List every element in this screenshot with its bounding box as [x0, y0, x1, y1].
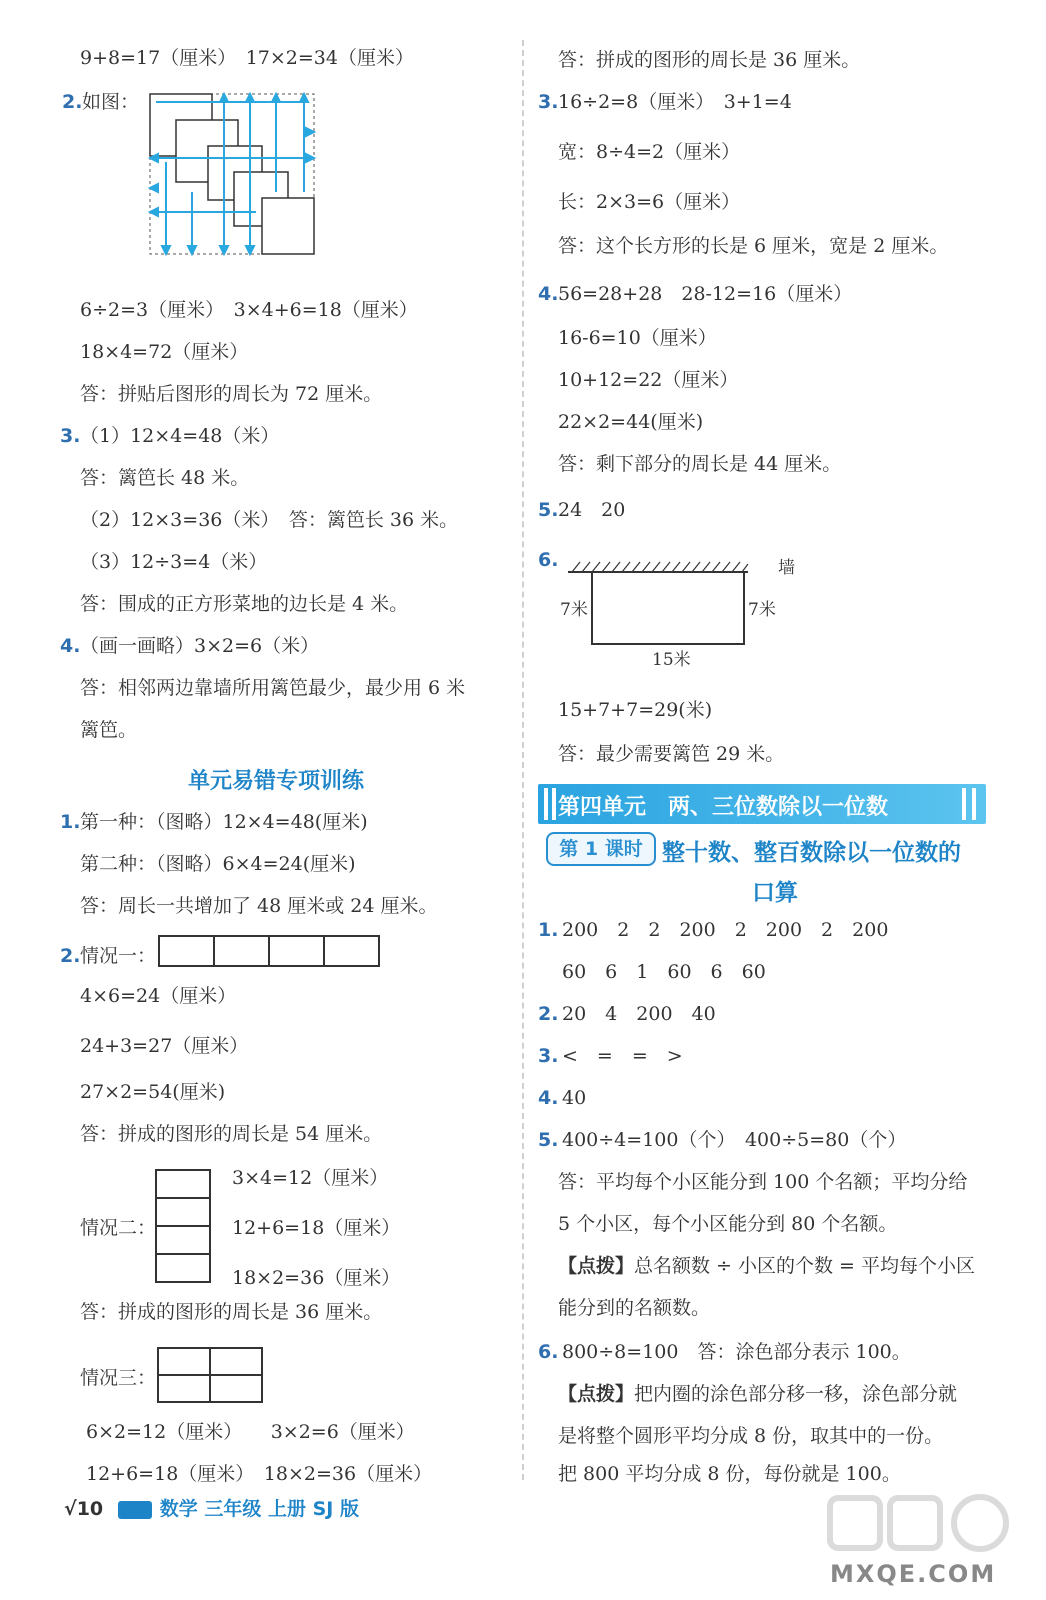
text-line: （1）12×4=48（米）: [80, 425, 280, 447]
text-line: 答：周长一共增加了 48 厘米或 24 厘米。: [80, 895, 438, 917]
question-number: 5.: [538, 1129, 559, 1151]
case-label: 情况二：: [80, 1217, 157, 1239]
question-number: 2.: [62, 91, 83, 113]
question-number: 6.: [538, 1341, 559, 1363]
unit-title: 第四单元 两、三位数除以一位数: [558, 795, 889, 820]
text-line: 22×2=44(厘米): [558, 411, 704, 433]
text-line: 答：剩下部分的周长是 44 厘米。: [558, 453, 842, 475]
text-line: 答：这个长方形的长是 6 厘米，宽是 2 厘米。: [558, 235, 949, 257]
check-icon: √: [64, 1498, 77, 1520]
text-line: 答：平均每个小区能分到 100 个名额；平均分给: [558, 1171, 968, 1193]
text-line: 10+12=22（厘米）: [558, 369, 739, 391]
text-line: 答：拼成的图形的周长是 36 厘米。: [80, 1301, 383, 1323]
watermark-text: MXQE.COM: [830, 1560, 997, 1588]
text-line: 18×2=36（厘米）: [232, 1267, 401, 1289]
text-line: （3）12÷3=4（米）: [80, 551, 268, 573]
question-number: 3.: [538, 1045, 559, 1067]
text-line: 24 20: [558, 499, 626, 521]
lesson-title: 口算: [752, 880, 798, 906]
question-number: 4.: [538, 283, 559, 305]
case-label: 情况三：: [80, 1367, 157, 1389]
question-number: 1.: [60, 811, 81, 833]
text-line: 答：拼成的图形的周长是 54 厘米。: [80, 1123, 383, 1145]
text-line: 如图：: [82, 91, 140, 113]
text-line: 答：拼成的图形的周长是 36 厘米。: [558, 49, 861, 71]
section-title: 单元易错专项训练: [188, 769, 365, 794]
text-line: 答：相邻两边靠墙所用篱笆最少，最少用 6 米: [80, 677, 466, 699]
unit-banner: [538, 784, 986, 824]
text-line: （画一画略）3×2=6（米）: [80, 635, 320, 657]
text-line: 20 4 200 40: [562, 1003, 716, 1025]
text-line: 5 个小区，每个小区能分到 80 个名额。: [558, 1213, 898, 1235]
side-label: 7米: [560, 600, 588, 620]
text-line: 56=28+28 28-12=16（厘米）: [558, 283, 853, 305]
question-number: 2.: [538, 1003, 559, 1025]
text-line: 16÷2=8（厘米） 3+1=4: [558, 91, 792, 113]
question-number: 1.: [538, 919, 559, 941]
text-line: 第一种：（图略）12×4=48(厘米): [80, 811, 368, 833]
question-number: 2.: [60, 945, 81, 967]
text-line: 答：最少需要篱笆 29 米。: [558, 743, 785, 765]
text-line: 篱笆。: [80, 719, 138, 741]
tip-label: 【点拨】: [558, 1255, 635, 1277]
text-line: 800÷8=100 答：涂色部分表示 100。: [562, 1341, 911, 1363]
text-line: 4×6=24（厘米）: [80, 985, 237, 1007]
text-line: 12+6=18（厘米） 18×2=36（厘米）: [86, 1463, 433, 1485]
footer-text: 数学 三年级 上册 SJ 版: [159, 1498, 359, 1520]
wall-fence-figure: [566, 560, 750, 646]
page-footer: [64, 1494, 359, 1521]
text-line: 把 800 平均分成 8 份，每份就是 100。: [558, 1463, 901, 1485]
question-number: 3.: [60, 425, 81, 447]
page-number: 10: [76, 1498, 104, 1520]
text-line: 答：篱笆长 48 米。: [80, 467, 250, 489]
text-line: 6÷2=3（厘米） 3×4+6=18（厘米）: [80, 299, 418, 321]
text-line: 6×2=12（厘米） 3×2=6（厘米）: [86, 1421, 415, 1443]
text-line: （2）12×3=36（米） 答：篱笆长 36 米。: [80, 509, 459, 531]
tip-line: [558, 1382, 957, 1406]
text-line: 40: [562, 1087, 587, 1109]
text-line: 9+8=17（厘米） 17×2=34（厘米）: [80, 47, 414, 69]
text-line: 24+3=27（厘米）: [80, 1035, 249, 1057]
lesson-title: 整十数、整百数除以一位数的: [662, 840, 961, 866]
overlap-squares-figure: [146, 92, 318, 258]
bottom-label: 15米: [652, 650, 691, 670]
text-line: 12+6=18（厘米）: [232, 1217, 401, 1239]
text-line: 答：拼贴后图形的周长为 72 厘米。: [80, 383, 383, 405]
text-line: 答：围成的正方形菜地的边长是 4 米。: [80, 593, 409, 615]
text-line: 27×2=54(厘米): [80, 1081, 226, 1103]
case1-rectangles-figure: [158, 934, 382, 968]
case2-rectangles-figure: [154, 1168, 214, 1286]
tip-line: [558, 1254, 975, 1278]
text-line: 400÷4=100（个） 400÷5=80（个）: [562, 1129, 907, 1151]
text-line: 200 2 2 200 2 200 2 200: [562, 919, 889, 941]
side-label: 7米: [748, 600, 776, 620]
wall-label: 墙: [778, 558, 795, 578]
text-line: 18×4=72（厘米）: [80, 341, 249, 363]
text-line: 是将整个圆形平均分成 8 份，取其中的一份。: [558, 1425, 944, 1447]
question-number: 3.: [538, 91, 559, 113]
text-line: 15+7+7=29(米): [558, 699, 713, 721]
text-line: 16-6=10（厘米）: [558, 327, 717, 349]
text-line: 60 6 1 60 6 60: [562, 961, 766, 983]
text-line: 能分到的名额数。: [558, 1297, 711, 1319]
text-line: 长：2×3=6（厘米）: [558, 191, 741, 213]
text-line: < = = >: [562, 1045, 683, 1067]
tip-text: 把内圈的涂色部分移一移，涂色部分就: [634, 1383, 958, 1405]
case3-rectangles-figure: [156, 1346, 266, 1406]
tip-text: 总名额数 ÷ 小区的个数 = 平均每个小区: [634, 1255, 976, 1277]
text-line: 宽：8÷4=2（厘米）: [558, 141, 741, 163]
text-line: 第二种：（图略）6×4=24(厘米): [80, 853, 356, 875]
column-divider: [522, 40, 524, 1480]
question-number: 4.: [60, 635, 81, 657]
book-logo-icon: [118, 1501, 152, 1519]
case-label: 情况一：: [80, 945, 157, 967]
tip-label: 【点拨】: [558, 1383, 635, 1405]
text-line: 3×4=12（厘米）: [232, 1167, 389, 1189]
lesson-tag: 第 1 课时: [546, 832, 656, 866]
question-number: 4.: [538, 1087, 559, 1109]
question-number: 6.: [538, 549, 559, 571]
question-number: 5.: [538, 499, 559, 521]
